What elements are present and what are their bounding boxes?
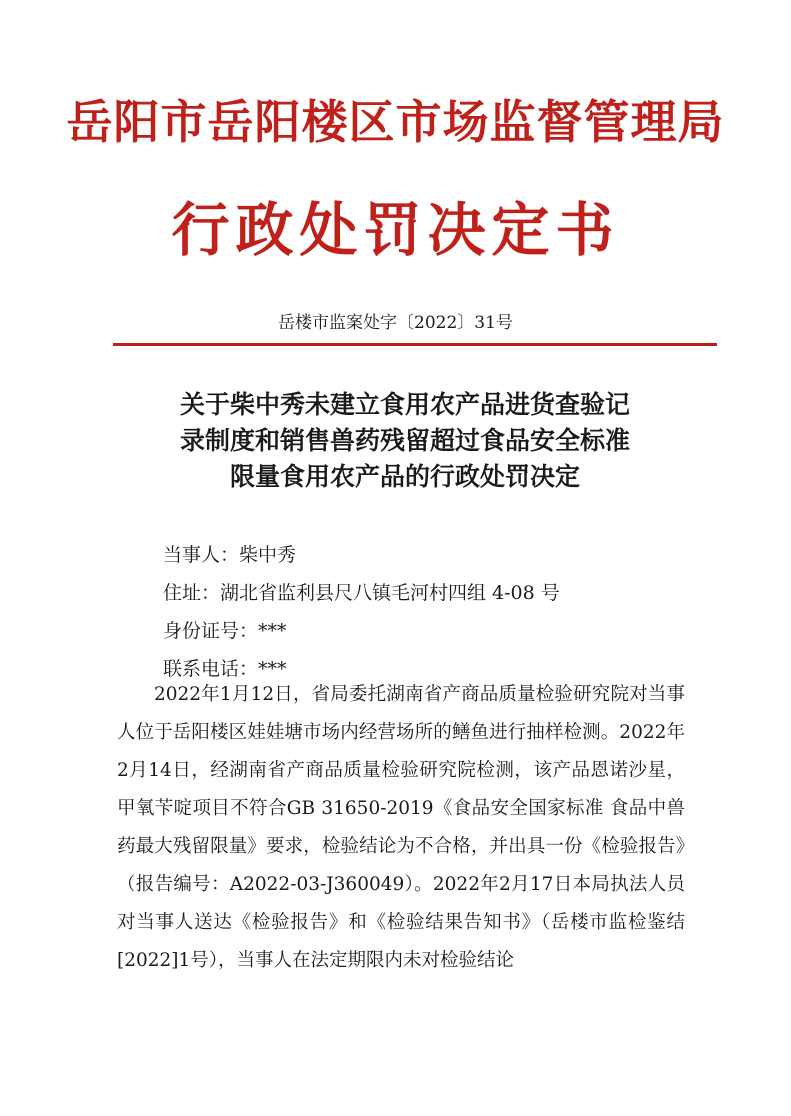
decision-subject <box>100 387 710 495</box>
subject-line-3: 限量食用农产品的行政处罚决定 <box>229 462 580 491</box>
document-number: 岳楼市监案处字〔2022〕31号 <box>278 313 513 333</box>
party-address: 住址：湖北省监利县尺八镇毛河村四组 4-08 号 <box>163 582 560 604</box>
subject-line-2: 录制度和销售兽药残留超过食品安全标准 <box>179 426 630 455</box>
party-name: 当事人：柴中秀 <box>163 544 297 566</box>
subject-line-1: 关于柴中秀未建立食用农产品进货查验记 <box>179 390 630 419</box>
party-info <box>163 536 560 688</box>
party-phone: 联系电话：*** <box>163 658 287 680</box>
document-title: 行政处罚决定书 <box>171 196 620 264</box>
red-divider-line <box>113 343 717 346</box>
body-paragraph: 2022年1月12日，省局委托湖南省产商品质量检验研究院对当事人位于岳阳楼区娃娃塘市场内经营场所的鳝鱼进行抽样检测。2022年2月14日，经湖南省产商品质量检验研究院检测，该产品恩诺沙星，甲氧苄啶项目不符合GB 31650-2019《食品安全国家标准 食品中兽药最大残留限量》要求，检验结论为不合格，并出具一份《检验报告》（报告编号：A2022-03-J360049）。2022年2月17日本局执法人员对当事人送达《检验报告》和《检验结果告知书》（岳楼市监检鉴结[2022]1号），当事人在法定期限内未对检验结论 <box>117 684 685 971</box>
party-id-number: 身份证号：*** <box>163 620 287 642</box>
agency-name: 岳阳市岳阳楼区市场监督管理局 <box>66 95 725 149</box>
